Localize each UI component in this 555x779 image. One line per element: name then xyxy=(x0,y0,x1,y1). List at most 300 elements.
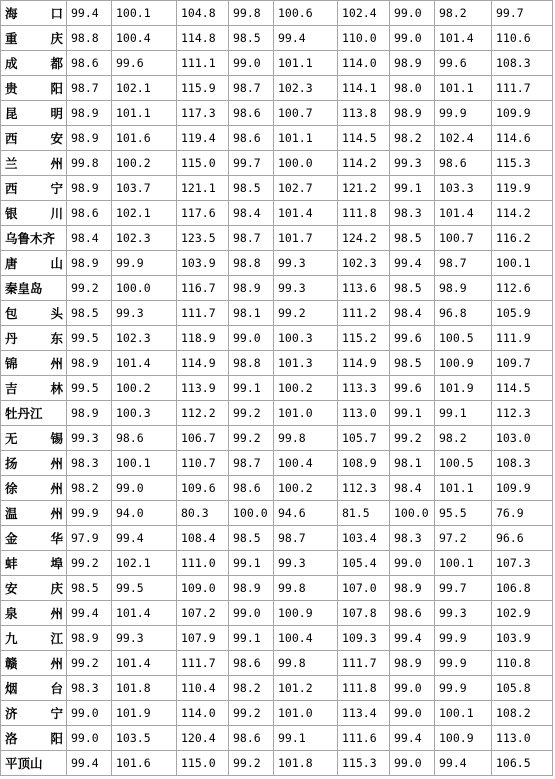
value-cell: 109.7 xyxy=(492,351,553,376)
value-cell: 105.8 xyxy=(492,676,553,701)
value-cell: 98.9 xyxy=(67,401,112,426)
value-cell: 113.3 xyxy=(338,376,390,401)
value-cell: 107.9 xyxy=(177,626,229,651)
table-row xyxy=(1,276,553,301)
value-cell: 98.6 xyxy=(435,151,492,176)
value-cell: 98.5 xyxy=(67,301,112,326)
city-name-char: 济 xyxy=(5,706,18,721)
value-cell: 100.2 xyxy=(274,376,338,401)
value-cell: 111.8 xyxy=(338,676,390,701)
city-cell xyxy=(1,201,67,226)
city-name-char: 锦 xyxy=(5,356,18,371)
city-name-char: 西 xyxy=(5,131,18,146)
city-cell xyxy=(1,451,67,476)
value-cell: 98.2 xyxy=(390,126,435,151)
city-cell xyxy=(1,526,67,551)
city-name-char: 银 xyxy=(5,206,18,221)
value-cell: 99.3 xyxy=(274,551,338,576)
table-row xyxy=(1,251,553,276)
value-cell: 108.3 xyxy=(492,51,553,76)
value-cell: 108.2 xyxy=(492,701,553,726)
value-cell: 101.4 xyxy=(274,201,338,226)
city-name-char: 州 xyxy=(50,156,63,171)
city-name-char: 安 xyxy=(50,131,63,146)
value-cell: 99.3 xyxy=(274,251,338,276)
city-cell xyxy=(1,251,67,276)
value-cell: 98.5 xyxy=(229,526,274,551)
value-cell: 111.7 xyxy=(338,651,390,676)
value-cell: 123.5 xyxy=(177,226,229,251)
value-cell: 98.6 xyxy=(229,651,274,676)
value-cell: 99.9 xyxy=(435,626,492,651)
value-cell: 98.9 xyxy=(67,176,112,201)
city-name-char: 川 xyxy=(50,206,63,221)
value-cell: 98.1 xyxy=(390,451,435,476)
city-cell xyxy=(1,126,67,151)
value-cell: 99.7 xyxy=(492,1,553,26)
city-name-char: 唐 xyxy=(5,256,18,271)
value-cell: 121.1 xyxy=(177,176,229,201)
table-row xyxy=(1,226,553,251)
value-cell: 100.0 xyxy=(112,276,177,301)
value-cell: 99.7 xyxy=(229,151,274,176)
value-cell: 115.0 xyxy=(177,751,229,776)
value-cell: 105.7 xyxy=(338,426,390,451)
value-cell: 98.7 xyxy=(274,526,338,551)
value-cell: 99.8 xyxy=(229,1,274,26)
value-cell: 110.8 xyxy=(492,651,553,676)
value-cell: 101.8 xyxy=(112,676,177,701)
value-cell: 99.1 xyxy=(229,376,274,401)
value-cell: 115.3 xyxy=(492,151,553,176)
city-name-char: 州 xyxy=(50,356,63,371)
value-cell: 98.8 xyxy=(229,351,274,376)
table-row xyxy=(1,151,553,176)
city-name-char: 扬 xyxy=(5,456,18,471)
value-cell: 102.4 xyxy=(338,1,390,26)
value-cell: 117.3 xyxy=(177,101,229,126)
value-cell: 101.8 xyxy=(274,751,338,776)
value-cell: 99.9 xyxy=(67,501,112,526)
value-cell: 109.6 xyxy=(177,476,229,501)
value-cell: 101.4 xyxy=(435,201,492,226)
value-cell: 99.7 xyxy=(435,576,492,601)
value-cell: 101.7 xyxy=(274,226,338,251)
value-cell: 99.3 xyxy=(112,301,177,326)
value-cell: 109.3 xyxy=(338,626,390,651)
city-name-char: 台 xyxy=(50,681,63,696)
table-row xyxy=(1,676,553,701)
value-cell: 98.5 xyxy=(229,176,274,201)
table-row xyxy=(1,401,553,426)
value-cell: 98.6 xyxy=(229,726,274,751)
city-name-char: 州 xyxy=(50,506,63,521)
value-cell: 99.2 xyxy=(67,651,112,676)
value-cell: 98.2 xyxy=(67,476,112,501)
city-name-char: 州 xyxy=(50,456,63,471)
value-cell: 118.9 xyxy=(177,326,229,351)
value-cell: 98.4 xyxy=(67,226,112,251)
table-row xyxy=(1,51,553,76)
value-cell: 100.5 xyxy=(435,326,492,351)
value-cell: 119.4 xyxy=(177,126,229,151)
table-row xyxy=(1,126,553,151)
value-cell: 98.9 xyxy=(435,276,492,301)
value-cell: 100.7 xyxy=(435,226,492,251)
value-cell: 102.1 xyxy=(112,76,177,101)
value-cell: 99.9 xyxy=(435,101,492,126)
value-cell: 99.6 xyxy=(435,51,492,76)
value-cell: 111.7 xyxy=(177,651,229,676)
value-cell: 99.4 xyxy=(67,1,112,26)
table-row xyxy=(1,426,553,451)
value-cell: 99.4 xyxy=(67,751,112,776)
value-cell: 102.3 xyxy=(338,251,390,276)
value-cell: 102.3 xyxy=(112,326,177,351)
value-cell: 107.0 xyxy=(338,576,390,601)
value-cell: 99.8 xyxy=(274,426,338,451)
value-cell: 103.0 xyxy=(492,426,553,451)
value-cell: 101.0 xyxy=(274,701,338,726)
value-cell: 99.2 xyxy=(390,426,435,451)
value-cell: 99.3 xyxy=(112,626,177,651)
city-name-char: 温 xyxy=(5,506,18,521)
value-cell: 103.4 xyxy=(338,526,390,551)
value-cell: 106.8 xyxy=(492,576,553,601)
value-cell: 111.7 xyxy=(177,301,229,326)
value-cell: 111.9 xyxy=(492,326,553,351)
value-cell: 113.6 xyxy=(338,276,390,301)
value-cell: 98.8 xyxy=(67,26,112,51)
value-cell: 110.0 xyxy=(338,26,390,51)
city-name: 牡丹江 xyxy=(5,406,43,421)
city-name-char: 江 xyxy=(50,631,63,646)
value-cell: 103.3 xyxy=(435,176,492,201)
value-cell: 115.0 xyxy=(177,151,229,176)
value-cell: 98.7 xyxy=(67,76,112,101)
value-cell: 117.6 xyxy=(177,201,229,226)
value-cell: 98.3 xyxy=(390,526,435,551)
value-cell: 98.6 xyxy=(390,601,435,626)
value-cell: 114.0 xyxy=(177,701,229,726)
city-name: 平顶山 xyxy=(5,756,43,771)
city-name-char: 海 xyxy=(5,6,18,21)
city-name-char: 庆 xyxy=(50,581,63,596)
city-name-char: 华 xyxy=(50,531,63,546)
city-cell xyxy=(1,626,67,651)
value-cell: 97.2 xyxy=(435,526,492,551)
value-cell: 109.0 xyxy=(177,576,229,601)
value-cell: 99.2 xyxy=(67,276,112,301)
value-cell: 98.6 xyxy=(112,426,177,451)
city-name-char: 泉 xyxy=(5,606,18,621)
city-cell xyxy=(1,1,67,26)
city-name-char: 赣 xyxy=(5,656,18,671)
city-cell xyxy=(1,551,67,576)
city-name-char: 锡 xyxy=(50,431,63,446)
value-cell: 99.4 xyxy=(390,726,435,751)
table-row xyxy=(1,451,553,476)
value-cell: 99.6 xyxy=(390,326,435,351)
value-cell: 98.5 xyxy=(229,26,274,51)
value-cell: 98.9 xyxy=(229,276,274,301)
value-cell: 115.3 xyxy=(338,751,390,776)
value-cell: 99.3 xyxy=(274,276,338,301)
value-cell: 100.3 xyxy=(274,326,338,351)
city-cell xyxy=(1,51,67,76)
value-cell: 99.3 xyxy=(390,151,435,176)
city-cell xyxy=(1,676,67,701)
city-name-char: 安 xyxy=(5,581,18,596)
value-cell: 100.6 xyxy=(274,1,338,26)
table-row xyxy=(1,726,553,751)
value-cell: 98.9 xyxy=(390,651,435,676)
value-cell: 99.8 xyxy=(274,576,338,601)
value-cell: 101.6 xyxy=(112,126,177,151)
value-cell: 99.1 xyxy=(274,726,338,751)
city-name-char: 洛 xyxy=(5,731,18,746)
city-cell xyxy=(1,401,67,426)
value-cell: 108.9 xyxy=(338,451,390,476)
value-cell: 99.2 xyxy=(229,701,274,726)
value-cell: 99.0 xyxy=(229,326,274,351)
value-cell: 98.9 xyxy=(67,101,112,126)
value-cell: 111.7 xyxy=(492,76,553,101)
value-cell: 99.2 xyxy=(229,751,274,776)
city-name-char: 庆 xyxy=(50,31,63,46)
city-name-char: 州 xyxy=(50,481,63,496)
value-cell: 114.2 xyxy=(338,151,390,176)
table-row xyxy=(1,351,553,376)
value-cell: 98.6 xyxy=(229,101,274,126)
table-row xyxy=(1,626,553,651)
value-cell: 100.0 xyxy=(229,501,274,526)
city-cell xyxy=(1,226,67,251)
value-cell: 120.4 xyxy=(177,726,229,751)
value-cell: 101.4 xyxy=(435,26,492,51)
value-cell: 99.2 xyxy=(274,301,338,326)
value-cell: 101.4 xyxy=(112,651,177,676)
value-cell: 99.4 xyxy=(390,251,435,276)
value-cell: 98.7 xyxy=(229,76,274,101)
value-cell: 101.4 xyxy=(112,601,177,626)
table-row xyxy=(1,701,553,726)
value-cell: 98.4 xyxy=(390,301,435,326)
city-name-char: 昆 xyxy=(5,106,18,121)
value-cell: 98.9 xyxy=(390,51,435,76)
city-name-char: 成 xyxy=(5,56,18,71)
value-cell: 108.3 xyxy=(492,451,553,476)
value-cell: 99.1 xyxy=(390,176,435,201)
value-cell: 102.4 xyxy=(435,126,492,151)
value-cell: 115.9 xyxy=(177,76,229,101)
city-name-char: 包 xyxy=(5,306,18,321)
value-cell: 97.9 xyxy=(67,526,112,551)
value-cell: 98.9 xyxy=(390,576,435,601)
table-row xyxy=(1,301,553,326)
city-name-char: 吉 xyxy=(5,381,18,396)
city-name-char: 兰 xyxy=(5,156,18,171)
value-cell: 100.0 xyxy=(390,501,435,526)
city-cell xyxy=(1,751,67,776)
city-name-char: 口 xyxy=(50,6,63,21)
table-row xyxy=(1,1,553,26)
value-cell: 104.8 xyxy=(177,1,229,26)
value-cell: 100.1 xyxy=(435,701,492,726)
value-cell: 99.0 xyxy=(390,26,435,51)
table-row xyxy=(1,551,553,576)
city-name-char: 宁 xyxy=(50,181,63,196)
value-cell: 103.9 xyxy=(177,251,229,276)
value-cell: 99.0 xyxy=(390,701,435,726)
value-cell: 111.6 xyxy=(338,726,390,751)
value-cell: 99.5 xyxy=(67,326,112,351)
value-cell: 76.9 xyxy=(492,501,553,526)
value-cell: 99.1 xyxy=(229,551,274,576)
city-name-char: 头 xyxy=(50,306,63,321)
table-row xyxy=(1,201,553,226)
value-cell: 99.0 xyxy=(390,751,435,776)
value-cell: 98.7 xyxy=(229,226,274,251)
table-body xyxy=(1,1,553,776)
table-row xyxy=(1,576,553,601)
value-cell: 115.2 xyxy=(338,326,390,351)
value-cell: 99.4 xyxy=(390,626,435,651)
city-name-char: 埠 xyxy=(50,556,63,571)
value-cell: 99.0 xyxy=(229,51,274,76)
value-cell: 99.8 xyxy=(67,151,112,176)
value-cell: 100.0 xyxy=(274,151,338,176)
value-cell: 100.9 xyxy=(435,726,492,751)
value-cell: 105.4 xyxy=(338,551,390,576)
value-cell: 109.9 xyxy=(492,101,553,126)
value-cell: 98.7 xyxy=(229,451,274,476)
value-cell: 114.5 xyxy=(492,376,553,401)
city-name-char: 贵 xyxy=(5,81,18,96)
value-cell: 106.7 xyxy=(177,426,229,451)
table-row xyxy=(1,26,553,51)
value-cell: 112.3 xyxy=(338,476,390,501)
value-cell: 99.1 xyxy=(390,401,435,426)
city-name-char: 丹 xyxy=(5,331,18,346)
value-cell: 119.9 xyxy=(492,176,553,201)
table-row xyxy=(1,501,553,526)
value-cell: 114.9 xyxy=(338,351,390,376)
value-cell: 99.8 xyxy=(274,651,338,676)
value-cell: 101.1 xyxy=(112,101,177,126)
value-cell: 114.5 xyxy=(338,126,390,151)
city-name: 秦皇岛 xyxy=(5,281,43,296)
value-cell: 111.8 xyxy=(338,201,390,226)
city-cell xyxy=(1,326,67,351)
value-cell: 100.3 xyxy=(112,401,177,426)
city-cell xyxy=(1,601,67,626)
value-cell: 100.2 xyxy=(112,151,177,176)
value-cell: 112.2 xyxy=(177,401,229,426)
city-name-char: 山 xyxy=(50,256,63,271)
value-cell: 99.0 xyxy=(112,476,177,501)
table-row xyxy=(1,76,553,101)
value-cell: 111.1 xyxy=(177,51,229,76)
value-cell: 111.0 xyxy=(177,551,229,576)
value-cell: 102.9 xyxy=(492,601,553,626)
value-cell: 81.5 xyxy=(338,501,390,526)
value-cell: 103.7 xyxy=(112,176,177,201)
value-cell: 99.1 xyxy=(229,626,274,651)
value-cell: 98.5 xyxy=(390,226,435,251)
value-cell: 108.4 xyxy=(177,526,229,551)
city-cell xyxy=(1,726,67,751)
city-cell xyxy=(1,376,67,401)
city-name-char: 烟 xyxy=(5,681,18,696)
value-cell: 114.9 xyxy=(177,351,229,376)
city-name-char: 重 xyxy=(5,31,18,46)
city-cell xyxy=(1,276,67,301)
table-row xyxy=(1,176,553,201)
value-cell: 98.5 xyxy=(67,576,112,601)
value-cell: 106.5 xyxy=(492,751,553,776)
value-cell: 110.4 xyxy=(177,676,229,701)
value-cell: 110.7 xyxy=(177,451,229,476)
value-cell: 98.2 xyxy=(229,676,274,701)
city-name-char: 州 xyxy=(50,656,63,671)
value-cell: 98.3 xyxy=(67,451,112,476)
value-cell: 107.8 xyxy=(338,601,390,626)
value-cell: 100.9 xyxy=(435,351,492,376)
value-cell: 98.2 xyxy=(435,426,492,451)
value-cell: 100.4 xyxy=(112,26,177,51)
value-cell: 101.0 xyxy=(274,401,338,426)
value-cell: 96.6 xyxy=(492,526,553,551)
value-cell: 98.6 xyxy=(67,51,112,76)
city-name-char: 东 xyxy=(50,331,63,346)
value-cell: 100.2 xyxy=(112,376,177,401)
table-row xyxy=(1,326,553,351)
value-cell: 99.0 xyxy=(229,601,274,626)
value-cell: 102.1 xyxy=(112,201,177,226)
value-cell: 98.9 xyxy=(67,626,112,651)
value-cell: 110.6 xyxy=(492,26,553,51)
value-cell: 107.3 xyxy=(492,551,553,576)
value-cell: 96.8 xyxy=(435,301,492,326)
value-cell: 94.6 xyxy=(274,501,338,526)
city-cell xyxy=(1,176,67,201)
table-row xyxy=(1,101,553,126)
value-cell: 124.2 xyxy=(338,226,390,251)
value-cell: 121.2 xyxy=(338,176,390,201)
value-cell: 98.2 xyxy=(435,1,492,26)
value-cell: 99.5 xyxy=(67,376,112,401)
value-cell: 102.7 xyxy=(274,176,338,201)
value-cell: 99.9 xyxy=(435,676,492,701)
value-cell: 102.3 xyxy=(274,76,338,101)
value-cell: 98.6 xyxy=(67,201,112,226)
value-cell: 107.2 xyxy=(177,601,229,626)
value-cell: 103.9 xyxy=(492,626,553,651)
value-cell: 101.1 xyxy=(435,76,492,101)
city-cell xyxy=(1,576,67,601)
value-cell: 98.9 xyxy=(229,576,274,601)
value-cell: 100.4 xyxy=(274,451,338,476)
value-cell: 111.2 xyxy=(338,301,390,326)
value-cell: 101.1 xyxy=(435,476,492,501)
value-cell: 98.9 xyxy=(390,101,435,126)
value-cell: 100.5 xyxy=(435,451,492,476)
value-cell: 99.9 xyxy=(435,651,492,676)
value-cell: 99.6 xyxy=(390,376,435,401)
table-row xyxy=(1,601,553,626)
value-cell: 113.0 xyxy=(338,401,390,426)
